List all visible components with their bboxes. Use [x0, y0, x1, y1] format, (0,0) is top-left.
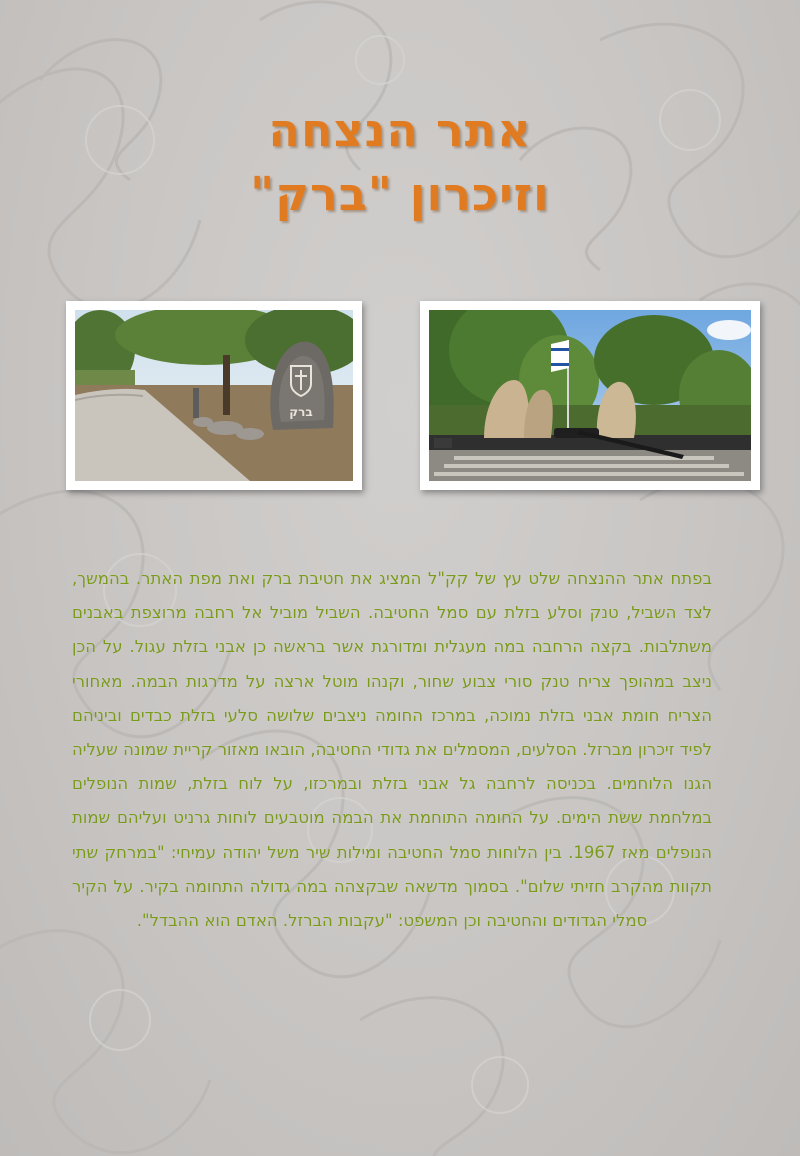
photo-memorial-stage [420, 301, 760, 490]
page-title [0, 98, 800, 226]
title-line-2: וזיכרון "ברק" [250, 167, 550, 221]
body-paragraph-text: בפתח אתר ההנצחה שלט עץ של קק"ל המציג את חטיבת ברק ואת מפת האתר. בהמשך, לצד השביל, טנק וסלע בזלת עם סמל החטיבה. השביל מוביל אל רחבה מרוצפת באבנים משתלבות. בקצה הרחבה במה מעגלית ומדורגת אשר בראשה כן אבני בזלת עגול. על הכן ניצב במהופך צריח טנק סורי צבוע שחור, וקנהו מוטל ארצה על מדרגות הבמה. מאחורי הצריח חומת אבני בזלת נמוכה, במרכז החומה ניצבים שלושה סלעי בזלת כבדים וביניהם לפיד זיכרון מברזל. הסלעים, המסמלים את גדודי החטיבה, הובאו מאזור קריית שמונה שעליה הגנו הלוחמים. בכניסה לרחבה גל אבני בזלת ובמרכזו, על לוח בזלת, שמות הנופלים במלחמת ששת הימים. על החומה התוחמת את הבמה מוטבעים לוחות גרניט ועליהם שמות הנופלים מאז 1967. בין הלוחות סמל החטיבה ומילות שיר משל יהודה עמיחי: "במרחק שתי תקוות מהקרב חזיתי שלום". בסמוך מדשאה שבקצהה במה גדולה התחומה בקיר. על הקיר סמלי הגדודים והחטיבה וכן המשפט: "עקבות הברזל. האדם הוא ההבדל". [72, 569, 712, 931]
path-and-rock-image [75, 310, 353, 481]
body-paragraph [72, 562, 712, 938]
title-line-1: אתר הנצחה [268, 103, 532, 157]
memorial-stage-image [429, 310, 751, 481]
photo-path-and-rock [66, 301, 362, 490]
rock-sign-text: ברק [289, 405, 313, 419]
